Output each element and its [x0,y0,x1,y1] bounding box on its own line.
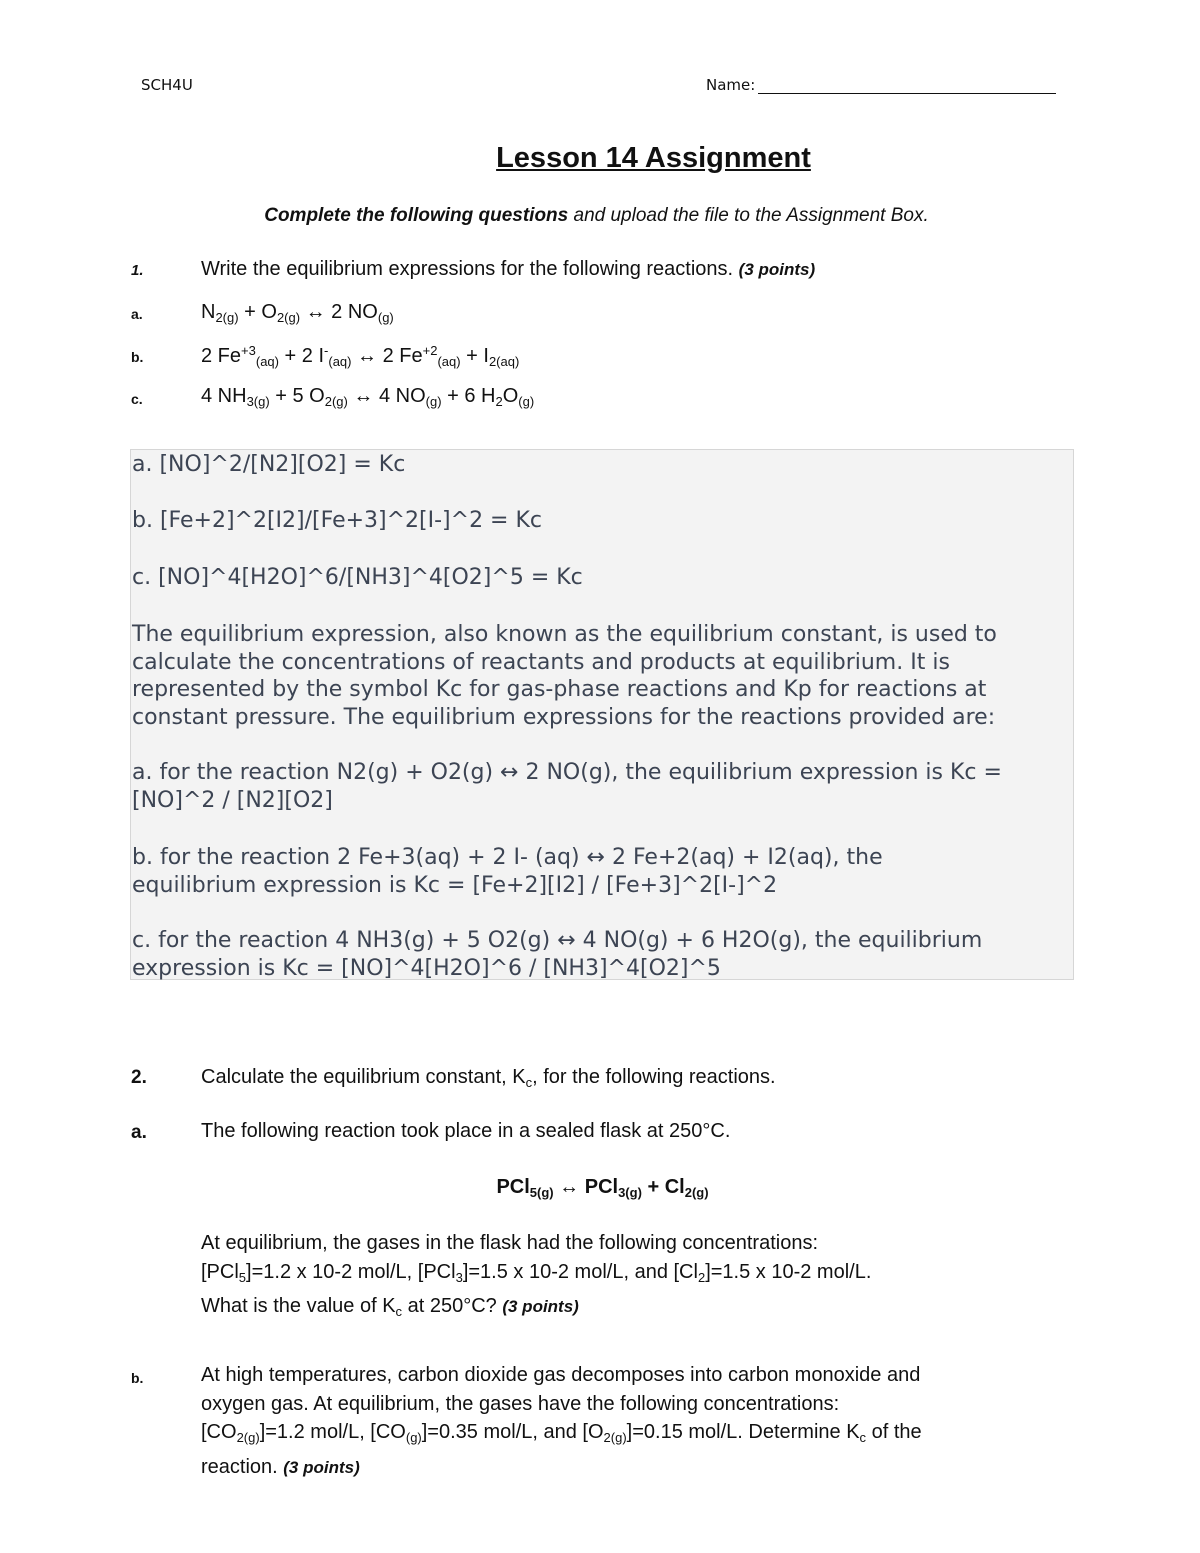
answer-paragraph-line: represented by the symbol Kc for gas-phase reactions and Kp for reactions at [132,677,987,702]
page-title: Lesson 14 Assignment [496,142,811,174]
answer-detail-line: [NO]^2 / [N2][O2] [132,787,333,813]
q2a-letter: a. [131,1122,147,1143]
q2a-reaction: PCl$_{5(g)}$ ↔ $PCl_{3(g)} + Cl_{2(g)}$ [496,1176,709,1200]
q2b-body [201,1361,922,1482]
name-label: Name: [706,76,756,94]
q1-item-a-reaction: $N_{2(g)} + O_{2(g)}$ ↔ 2 $NO_{(g)}$ [201,301,394,325]
answer-line-c: c. [NO]^4[H2O]^6/[NH3]^4[O2]^5 = Kc [132,565,583,590]
instructions-bold: Complete the following questions [264,205,569,226]
q1-prompt [201,258,815,281]
name-blank-line [758,77,1056,94]
answer-paragraph-line: calculate the concentrations of reactants and products at equilibrium. It is [132,649,950,675]
answer-detail-line: expression is Kc = [NO]^4[H2O]^6 / [NH3]^4[O2]^5 [132,955,721,981]
q2-number: 2. [131,1067,147,1088]
answer-detail-line: a. for the reaction N2(g) + O2(g) ↔ 2 NO(g), the equilibrium expression is Kc = [132,760,1002,785]
q1-number: 1. [131,262,144,279]
course-code: SCH4U [141,76,193,94]
q1-item-b-letter: b. [131,349,144,365]
q2b-line-end: reaction. (3 points) [201,1455,360,1478]
q2-text-end: , for the following reactions. [532,1066,776,1088]
q2a-question: What is the value of $K_c$ at 250°C? (3 points) [201,1295,579,1319]
answer-detail-a [132,759,1002,814]
answer-detail-line: b. for the reaction 2 Fe+3(aq) + 2 I- (aq) ↔ 2 Fe+2(aq) + I2(aq), the [132,845,883,870]
answer-detail-line: equilibrium expression is Kc = [Fe+2][I2] / [Fe+3]^2[I-]^2 [132,872,778,898]
q2a-concentrations: [PCl$_5$]=1.2 x 10-2 mol/L, [PCl$_3$]=1.5 x 10-2 mol/L, and $[Cl_2]=1.5$ x 10-2 mol/L. [201,1260,872,1285]
q2b-line: oxygen gas. At equilibrium, the gases have the following concentrations: [201,1392,840,1415]
q2a-text: The following reaction took place in a sealed flask at 250°C. [201,1120,731,1142]
q1-points: (3 points) [738,260,816,279]
q1-item-b-reaction: 2 $Fe^{+3}_{(aq)} + 2$ $I^-_{(aq)}$ ↔ 2 $Fe^{+2}_{(aq)} + I_{2(aq)}$ [201,343,520,369]
answer-paragraph [132,621,997,731]
instructions [0,205,1193,227]
answer-paragraph-line: constant pressure. The equilibrium expressions for the reactions provided are: [132,704,996,730]
answer-detail-line: c. for the reaction 4 NH3(g) + 5 O2(g) ↔ 4 NO(g) + 6 H2O(g), the equilibrium [132,928,983,953]
q1-item-c-letter: c. [131,391,143,407]
name-field[interactable] [706,76,1056,94]
q2a-intro: At equilibrium, the gases in the flask had the following concentrations: [201,1232,819,1254]
q2a-body [201,1229,871,1327]
answer-line-b: b. [Fe+2]^2[I2]/[Fe+3]^2[I-]^2 = Kc [132,508,543,533]
q2b-line: At high temperatures, carbon dioxide gas decomposes into carbon monoxide and [201,1364,921,1386]
q2-text-sub: c [525,1075,533,1090]
answer-paragraph-line: The equilibrium expression, also known as the equilibrium constant, is used to [132,622,997,647]
answer-line-a: a. [NO]^2/[N2][O2] = Kc [132,452,406,477]
answer-detail-b [132,844,883,899]
q2b-letter: b. [131,1370,144,1386]
q2a-points: (3 points) [502,1297,579,1316]
q1-item-a-letter: a. [131,306,143,322]
instructions-rest: and upload the file to the Assignment Box. [568,205,929,226]
q2-prompt [201,1066,776,1090]
q1-text: Write the equilibrium expressions for the following reactions. [201,258,739,280]
q1-item-c-reaction: 4 $NH_{3(g)} + 5$ $O_{2(g)}$ ↔ 4 $NO_{(g)} + 6$ $H_2O_{(g)}$ [201,385,535,409]
q2b-points: (3 points) [283,1457,360,1477]
q2b-concentrations: $[CO_{2(g)}]=1.2$ mol/L, $[CO_{(g)}]=0.35$ mol/L, and $[O_{2(g)}]=0.15$ mol/L. Determine $K_c$ of the [201,1421,922,1445]
q2-text: Calculate the equilibrium constant, K [201,1066,526,1088]
answer-detail-c [132,927,982,982]
